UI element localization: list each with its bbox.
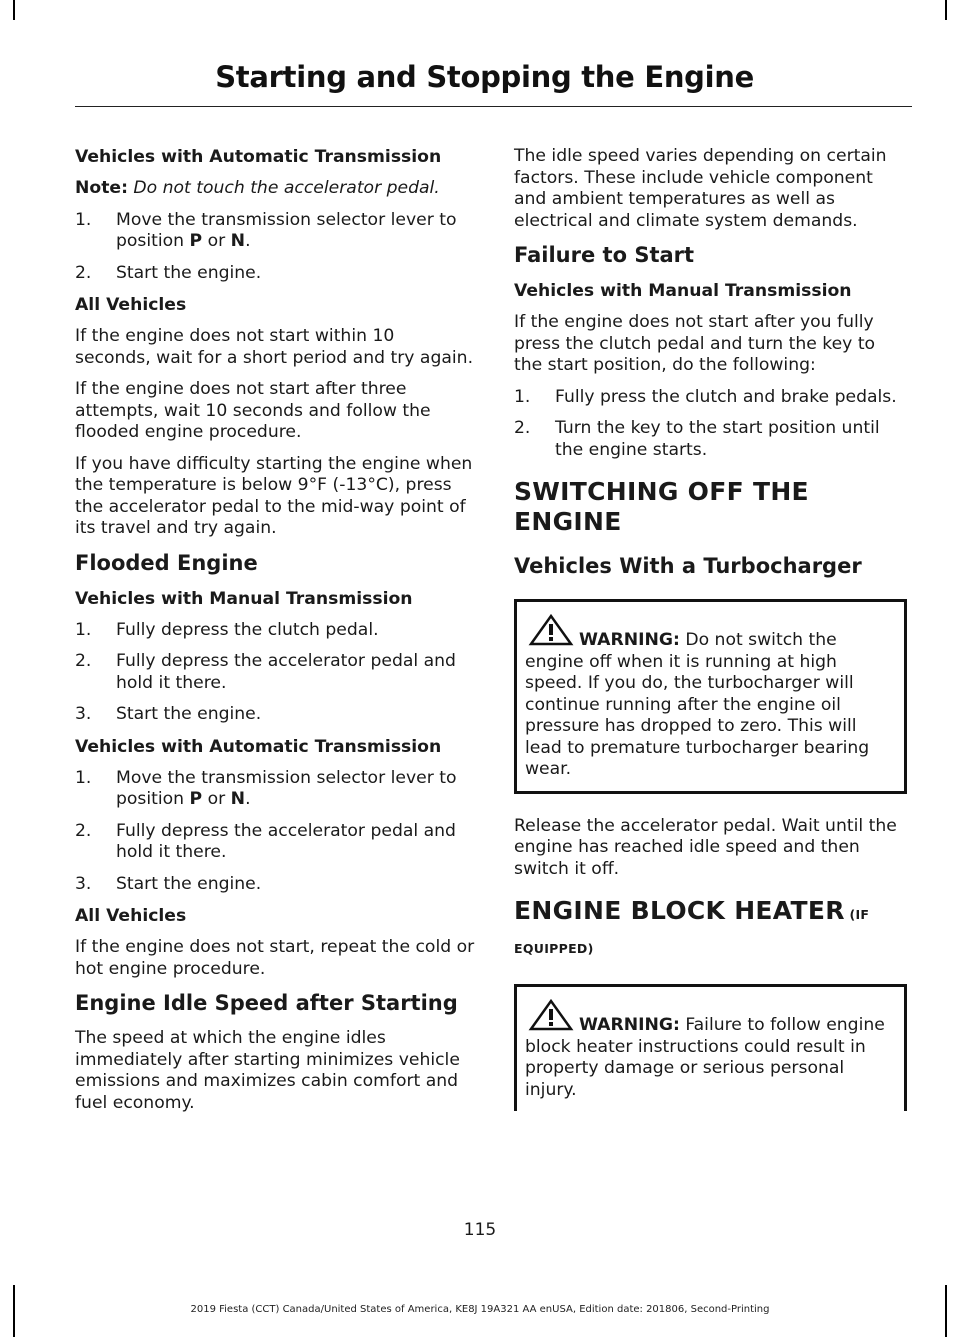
paragraph: If you have difficulty starting the engine when the temperature is below 9°F (-13°C), press the accelerator pedal to the mid-way point of its travel and try again. xyxy=(75,453,473,538)
step-number: 1. xyxy=(514,386,531,407)
crop-mark-top-right xyxy=(945,0,947,20)
list-item xyxy=(75,263,475,285)
heading-engine-block-heater xyxy=(514,896,907,964)
step-text: Move the transmission selector lever to position xyxy=(116,209,457,251)
list-item xyxy=(514,387,907,409)
gear-p: P xyxy=(189,231,203,251)
gear-p: P xyxy=(189,789,203,809)
header-rule xyxy=(75,106,912,107)
step-number: 1. xyxy=(75,209,92,230)
heading-text: ENGINE BLOCK HEATER xyxy=(514,896,845,925)
subheading-manual-transmission: Vehicles with Manual Transmission xyxy=(514,281,852,301)
paragraph: The speed at which the engine idles immediately after starting minimizes vehicle emissions and maximizes cabin comfort and fuel economy. xyxy=(75,1028,460,1113)
gear-n: N xyxy=(230,789,246,809)
right-column xyxy=(514,146,907,1133)
subheading-automatic-transmission: Vehicles with Automatic Transmission xyxy=(75,147,442,167)
automatic-flooded-steps-list xyxy=(75,768,475,896)
list-item xyxy=(75,210,475,253)
manual-steps-list xyxy=(75,620,475,726)
heading-turbocharger: Vehicles With a Turbocharger xyxy=(514,554,862,578)
gear-n: N xyxy=(230,231,246,251)
step-number: 3. xyxy=(75,873,92,894)
subheading-all-vehicles: All Vehicles xyxy=(75,906,187,926)
step-text: Move the transmission selector lever to position xyxy=(116,767,457,809)
list-item xyxy=(75,874,475,896)
step-text-or: or xyxy=(202,231,231,251)
subheading-manual-transmission: Vehicles with Manual Transmission xyxy=(75,588,413,609)
heading-flooded-engine: Flooded Engine xyxy=(75,550,258,575)
footer-edition-info: 2019 Fiesta (CCT) Canada/United States of America, KE8J 19A321 AA enUSA, Edition date: 201806, Second-Printing xyxy=(190,1304,770,1315)
heading-qualifier: (IF EQUIPPED) xyxy=(514,907,870,956)
warning-label: WARNING: xyxy=(579,630,680,650)
subheading-all-vehicles: All Vehicles xyxy=(75,295,187,315)
warning-label: WARNING: xyxy=(579,1015,680,1035)
paragraph: If the engine does not start after you fully press the clutch pedal and turn the key to the start position, do the following: xyxy=(514,312,876,375)
step-number: 2. xyxy=(75,820,92,841)
note-label: Note: xyxy=(75,178,128,198)
list-item xyxy=(514,418,907,461)
step-text-or: or xyxy=(202,789,231,809)
step-text: Start the engine. xyxy=(116,873,262,894)
warning-text xyxy=(525,630,896,781)
step-text: Fully depress the accelerator pedal and hold it there. xyxy=(116,651,456,693)
warning-box-heater xyxy=(514,984,907,1111)
step-number: 1. xyxy=(75,619,92,640)
warning-text xyxy=(525,1015,896,1101)
heading-switching-off: SWITCHING OFF THE ENGINE xyxy=(514,477,809,536)
page-number: 115 xyxy=(463,1220,497,1240)
step-text: Fully depress the accelerator pedal and hold it there. xyxy=(116,820,456,862)
paragraph: The idle speed varies depending on certain factors. These include vehicle component and ambient temperatures as well as electrical and climate system demands. xyxy=(514,146,887,231)
step-number: 1. xyxy=(75,767,92,788)
heading-failure-to-start: Failure to Start xyxy=(514,243,695,267)
step-text: Fully press the clutch and brake pedals. xyxy=(555,386,897,407)
heading-idle-speed: Engine Idle Speed after Starting xyxy=(75,991,458,1015)
note-text: Do not touch the accelerator pedal. xyxy=(127,178,440,198)
note xyxy=(75,178,475,200)
paragraph: If the engine does not start within 10 seconds, wait for a short period and try again. xyxy=(75,326,474,368)
step-number: 2. xyxy=(514,418,531,438)
warning-body: Do not switch the engine off when it is running at high speed. If you do, the turbocharger will continue running after the engine oil pressure has dropped to zero. This will lead to premature turbocharger bearing wear. xyxy=(525,630,870,779)
warning-box-turbo xyxy=(514,599,907,794)
step-text-end: . xyxy=(245,231,251,251)
list-item xyxy=(75,704,475,726)
list-item xyxy=(75,620,475,642)
step-number: 2. xyxy=(75,262,92,283)
step-text: Turn the key to the start position until the engine starts. xyxy=(555,418,880,460)
page-title: Starting and Stopping the Engine xyxy=(215,60,754,94)
warning-body: Failure to follow engine block heater instructions could result in property damage or serious personal injury. xyxy=(525,1015,885,1100)
warning-triangle-icon xyxy=(527,612,575,646)
step-number: 3. xyxy=(75,704,92,724)
step-text: Start the engine. xyxy=(116,262,262,283)
step-text: Fully depress the clutch pedal. xyxy=(116,619,379,640)
failure-steps-list xyxy=(514,387,907,462)
subheading-automatic-transmission: Vehicles with Automatic Transmission xyxy=(75,736,442,757)
crop-mark-top-left xyxy=(13,0,15,20)
list-item xyxy=(75,651,475,694)
step-text: Start the engine. xyxy=(116,704,262,724)
automatic-steps-list xyxy=(75,210,475,285)
paragraph: If the engine does not start, repeat the cold or hot engine procedure. xyxy=(75,937,475,979)
left-column xyxy=(75,146,475,1124)
list-item xyxy=(75,768,475,811)
paragraph: If the engine does not start after three attempts, wait 10 seconds and follow the flooded engine procedure. xyxy=(75,379,431,442)
warning-triangle-icon xyxy=(527,997,575,1031)
step-text-end: . xyxy=(245,789,251,809)
list-item xyxy=(75,821,475,864)
paragraph: Release the accelerator pedal. Wait until the engine has reached idle speed and then switch it off. xyxy=(514,815,897,879)
step-number: 2. xyxy=(75,651,92,671)
